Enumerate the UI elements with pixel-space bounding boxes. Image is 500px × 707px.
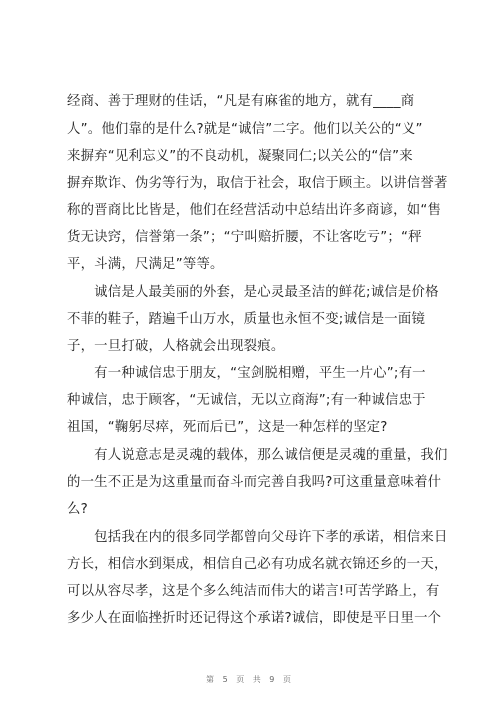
- page-number-footer: 第 5 页 共 9 页: [206, 675, 294, 684]
- text-line: 多少人在面临挫折时还记得这个承诺?诚信，即使是平日里一个: [67, 611, 442, 626]
- text-line: 有人说意志是灵魂的载体，那么诚信便是灵魂的重量，我们: [67, 448, 448, 463]
- text-line: 方长，相信水到渠成，相信自己必有功成名就衣锦还乡的一天，: [67, 557, 448, 572]
- text-line: 人”。他们靠的是什么?就是“诚信”二字。他们以关公的“义”: [67, 122, 423, 137]
- text-line: 可以从容尽孝，这是个多么纯洁而伟大的诺言!可苦学路上，有: [67, 584, 440, 599]
- text-line: 祖国，“鞠躬尽瘁，死而后已”，这是一种怎样的坚定?: [67, 420, 388, 435]
- text-line: 有一种诚信忠于朋友，“宝剑脱相赠，平生一片心”;有一: [67, 366, 426, 381]
- text-line: 称的晋商比比皆是，他们在经营活动中总结出许多商谚，如“售: [67, 203, 442, 218]
- text-line: 经商、善于理财的佳话，“凡是有麻雀的地方，就有____商: [67, 94, 415, 109]
- text-line: 子，一旦打破，人格就会出现裂痕。: [67, 339, 285, 354]
- text-line: 的一生不正是为这重量而奋斗而完善自我吗?可这重量意味着什: [67, 475, 442, 490]
- text-line: 种诚信，忠于顾客，“无诚信，无以立商海”;有一种诚信忠于: [67, 393, 426, 408]
- text-line: 货无诀窍，信誉第一条”；“宁叫赔折腰，不让客吃亏”；“秤: [67, 230, 422, 245]
- text-line: 包括我在内的很多同学都曾向父母许下孝的承诺，相信来日: [67, 530, 448, 545]
- text-line: 平，斗满，尺满足”等等。: [67, 257, 224, 272]
- text-line: 么?: [67, 502, 88, 517]
- text-line: 不菲的鞋子，踏遍千山万水，质量也永恒不变;诚信是一面镜: [67, 312, 426, 327]
- text-line: 摒弃欺诈、伪劣等行为，取信于社会，取信于顾主。以讲信誉著: [67, 176, 448, 191]
- text-line: 诚信是人最美丽的外套，是心灵最圣洁的鲜花;诚信是价格: [67, 285, 439, 300]
- text-line: 来摒弃“见利忘义”的不良动机，凝聚同仁;以关公的“信”来: [67, 149, 413, 164]
